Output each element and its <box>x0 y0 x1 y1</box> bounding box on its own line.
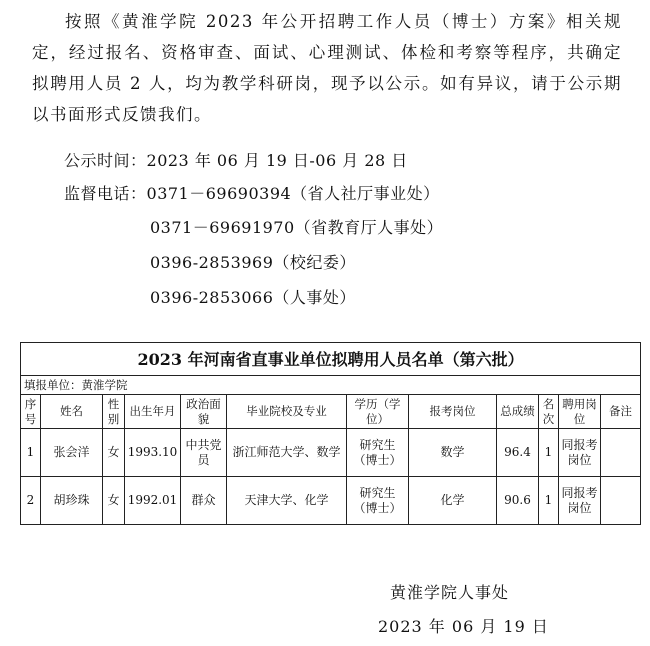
table-cell: 1 <box>21 429 41 477</box>
phone-line: 0396-2853969（校纪委） <box>150 253 356 272</box>
supervision-phone-label: 监督电话： <box>64 184 147 203</box>
table-cell: 化学 <box>409 477 497 525</box>
table-cell: 1992.01 <box>125 477 181 525</box>
column-header: 备注 <box>601 395 641 429</box>
column-header: 学历（学位） <box>347 395 409 429</box>
signature-date: 2023 年 06 月 19 日 <box>378 617 549 636</box>
table-cell: 1993.10 <box>125 429 181 477</box>
table-cell: 研究生（博士） <box>347 477 409 525</box>
table-cell: 女 <box>103 429 125 477</box>
table-header-row <box>21 395 641 429</box>
table-cell: 同报考岗位 <box>559 477 601 525</box>
publicity-period <box>64 148 408 171</box>
table-cell: 中共党员 <box>181 429 227 477</box>
supervision-phone <box>64 181 440 204</box>
table-cell: 天津大学、化学 <box>227 477 347 525</box>
column-header: 序号 <box>21 395 41 429</box>
table-row <box>21 429 641 477</box>
publicity-period-label: 公示时间： <box>64 151 147 170</box>
table-cell: 女 <box>103 477 125 525</box>
table-title: 2023 年河南省直事业单位拟聘用人员名单（第六批） <box>137 349 524 369</box>
table-cell: 1 <box>539 429 559 477</box>
phone-line: 0371－69691970（省教育厅人事处） <box>150 218 444 237</box>
column-header: 名次 <box>539 395 559 429</box>
notice-paragraph: 按照《黄淮学院 2023 年公开招聘工作人员（博士）方案》相关规定，经过报名、资格审查、面试、心理测试、体检和考察等程序，共确定拟聘用人员 2 人，均为教学科研岗，现予以公示。如有异议，请于公示期以书面形式反馈我们。 <box>32 12 622 124</box>
column-header: 总成绩 <box>497 395 539 429</box>
table-cell: 1 <box>539 477 559 525</box>
table-cell: 同报考岗位 <box>559 429 601 477</box>
table-cell <box>601 429 641 477</box>
table-cell: 浙江师范大学、数学 <box>227 429 347 477</box>
table-cell: 2 <box>21 477 41 525</box>
table-row <box>21 477 641 525</box>
roster-table-container <box>20 342 640 525</box>
column-header: 出生年月 <box>125 395 181 429</box>
publicity-period-value: 2023 年 06 月 19 日-06 月 28 日 <box>146 151 408 170</box>
fill-unit: 填报单位：黄淮学院 <box>24 377 128 392</box>
phone-line: 0371－69690394（省人社厅事业处） <box>146 184 440 203</box>
phone-line: 0396-2853066（人事处） <box>150 288 356 307</box>
table-cell: 90.6 <box>497 477 539 525</box>
roster-table <box>20 342 641 525</box>
table-cell: 胡珍珠 <box>41 477 103 525</box>
column-header: 姓名 <box>41 395 103 429</box>
table-cell: 研究生（博士） <box>347 429 409 477</box>
column-header: 性别 <box>103 395 125 429</box>
table-cell <box>601 477 641 525</box>
table-cell: 数学 <box>409 429 497 477</box>
table-cell: 张会洋 <box>41 429 103 477</box>
table-cell: 96.4 <box>497 429 539 477</box>
column-header: 政治面貌 <box>181 395 227 429</box>
column-header: 聘用岗位 <box>559 395 601 429</box>
fill-unit-row <box>21 376 641 395</box>
column-header: 毕业院校及专业 <box>227 395 347 429</box>
table-cell: 群众 <box>181 477 227 525</box>
table-title-row <box>21 343 641 376</box>
column-header: 报考岗位 <box>409 395 497 429</box>
signature-org: 黄淮学院人事处 <box>390 583 510 602</box>
